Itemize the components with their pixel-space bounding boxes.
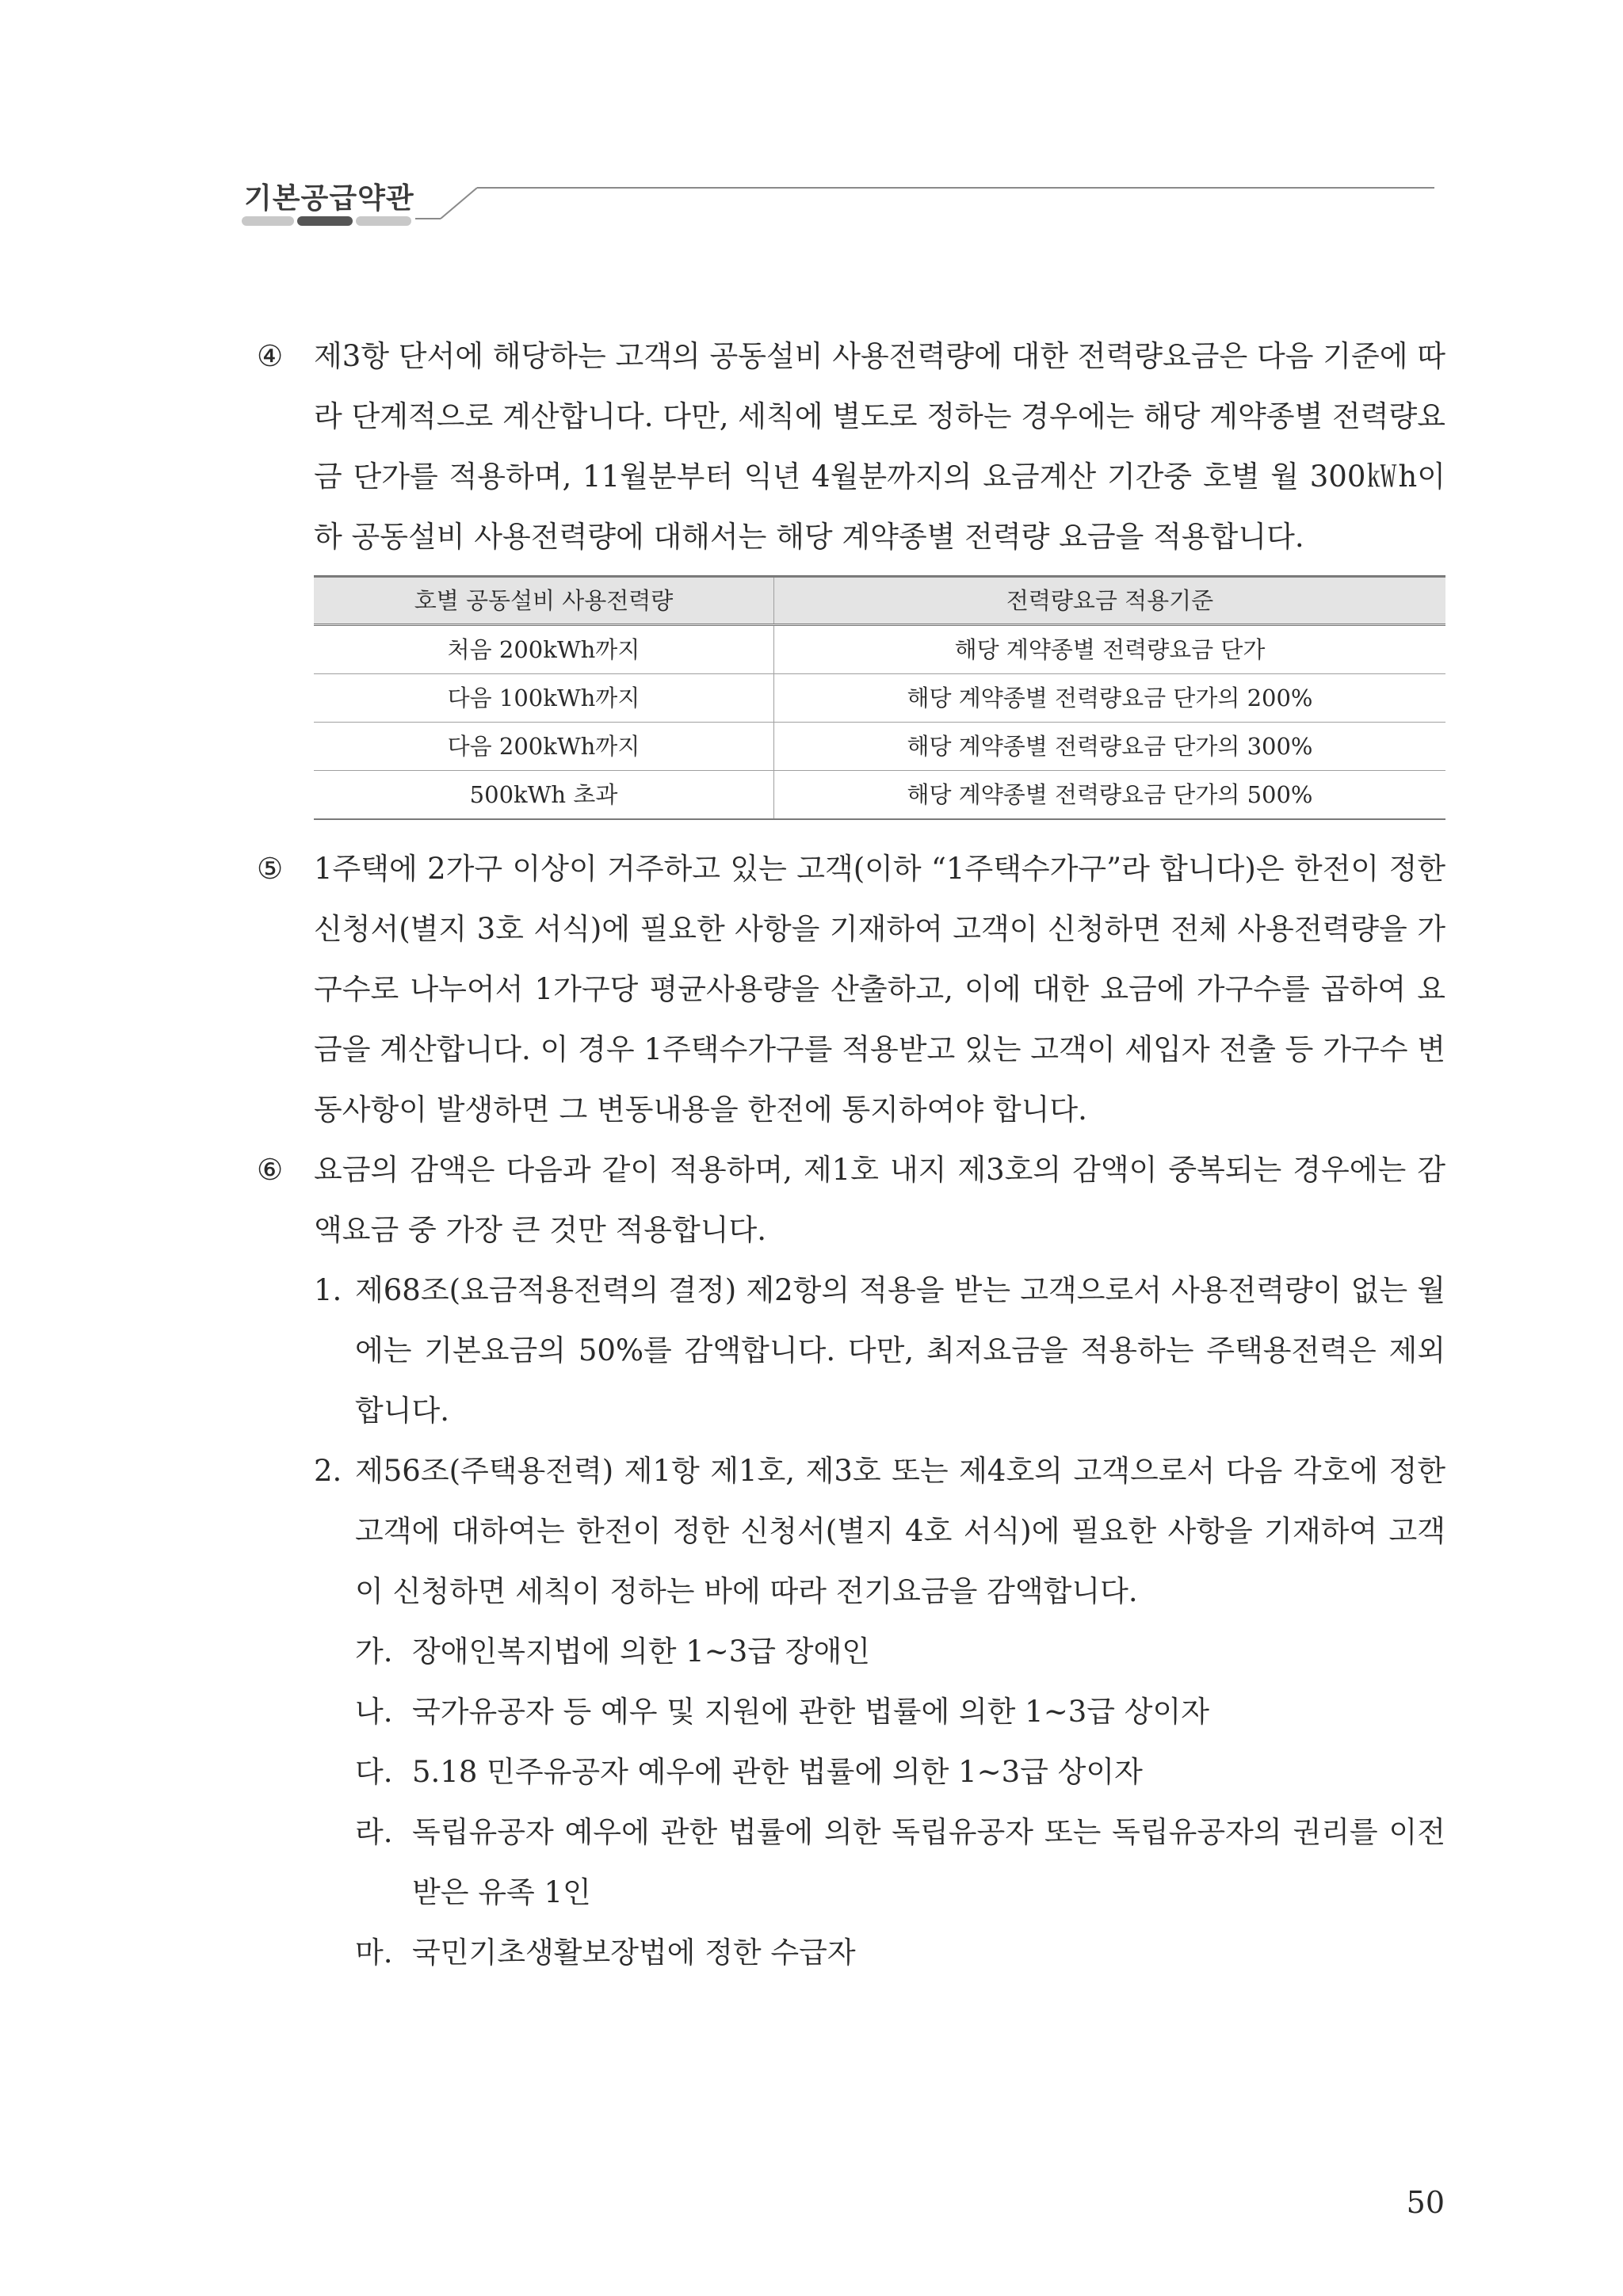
document-body — [257, 326, 1445, 1983]
list-item-na — [257, 1682, 1445, 1742]
list-marker: 라. — [355, 1815, 393, 1849]
paragraph-6 — [257, 1140, 1445, 1261]
list-item-text: 제68조(요금적용전력의 결정) 제2항의 적용을 받는 고객으로서 사용전력량이 없는 월에는 기본요금의 50%를 감액합니다. 다만, 최저요금을 적용하는 주택용전력은 제외합니다. — [355, 1273, 1445, 1428]
table-cell-rate: 해당 계약종별 전력량요금 단가의 200% — [774, 674, 1446, 723]
list-item-ma — [257, 1923, 1445, 1983]
paragraph-5 — [257, 839, 1445, 1140]
page-header — [0, 0, 1623, 238]
table-cell-usage: 처음 200kWh까지 — [314, 625, 774, 674]
paragraph-text: 제3항 단서에 해당하는 고객의 공동설비 사용전력량에 대한 전력량요금은 다음 기준에 따라 단계적으로 계산합니다. 다만, 세칙에 별도로 정하는 경우에는 해당 계약종별 전력량요금 단가를 적용하며, 11월분부터 익년 4월분까지의 요금계산 기간중 호별 월 300㎾h이하 공동설비 사용전력량에 대해서는 해당 계약종별 전력량 요금을 적용합니다. — [314, 339, 1445, 554]
paragraph-marker: ⑥ — [257, 1153, 284, 1187]
list-marker: 가. — [355, 1634, 393, 1669]
list-item-text: 국민기초생활보장법에 정한 수급자 — [412, 1936, 856, 1970]
list-item-text: 장애인복지법에 의한 1~3급 장애인 — [412, 1634, 871, 1669]
rate-table — [314, 575, 1445, 820]
list-item-text: 5.18 민주유공자 예우에 관한 법률에 의한 1~3급 상이자 — [412, 1755, 1143, 1789]
list-item-1 — [257, 1261, 1445, 1441]
paragraph-4 — [257, 326, 1445, 567]
table-row — [314, 723, 1445, 771]
table-header-rate: 전력량요금 적용기준 — [774, 577, 1446, 625]
paragraph-marker: ⑤ — [257, 852, 284, 886]
list-item-da — [257, 1742, 1445, 1802]
list-marker: 2. — [314, 1454, 342, 1488]
table-cell-usage: 다음 100kWh까지 — [314, 674, 774, 723]
list-item-text: 국가유공자 등 예우 및 지원에 관한 법률에 의한 1~3급 상이자 — [412, 1695, 1209, 1729]
header-title: 기본공급약관 — [244, 182, 414, 215]
list-item-text: 제56조(주택용전력) 제1항 제1호, 제3호 또는 제4호의 고객으로서 다음 각호에 정한 고객에 대하여는 한전이 정한 신청서(별지 4호 서식)에 필요한 사항을 기재하여 고객이 신청하면 세칙이 정하는 바에 따라 전기요금을 감액합니다. — [355, 1454, 1445, 1608]
list-item-2 — [257, 1441, 1445, 1622]
list-item-text: 독립유공자 예우에 관한 법률에 의한 독립유공자 또는 독립유공자의 권리를 이전받은 유족 1인 — [412, 1815, 1445, 1909]
table-row — [314, 771, 1445, 820]
list-item-ra — [257, 1802, 1445, 1923]
list-marker: 1. — [314, 1273, 342, 1307]
list-marker: 마. — [355, 1936, 393, 1970]
table-row — [314, 625, 1445, 674]
table-cell-usage: 500kWh 초과 — [314, 771, 774, 820]
list-marker: 다. — [355, 1755, 393, 1789]
table-cell-rate: 해당 계약종별 전력량요금 단가의 500% — [774, 771, 1446, 820]
paragraph-text: 요금의 감액은 다음과 같이 적용하며, 제1호 내지 제3호의 감액이 중복되는 경우에는 감액요금 중 가장 큰 것만 적용합니다. — [314, 1153, 1445, 1247]
list-marker: 나. — [355, 1695, 393, 1729]
paragraph-marker: ④ — [257, 339, 284, 373]
table-header-row — [314, 577, 1445, 625]
table-cell-usage: 다음 200kWh까지 — [314, 723, 774, 771]
table-cell-rate: 해당 계약종별 전력량요금 단가 — [774, 625, 1446, 674]
table-cell-rate: 해당 계약종별 전력량요금 단가의 300% — [774, 723, 1446, 771]
paragraph-text: 1주택에 2가구 이상이 거주하고 있는 고객(이하 “1주택수가구”라 합니다)은 한전이 정한 신청서(별지 3호 서식)에 필요한 사항을 기재하여 고객이 신청하면 전체 사용전력량을 가구수로 나누어서 1가구당 평균사용량을 산출하고, 이에 대한 요금에 가구수를 곱하여 요금을 계산합니다. 이 경우 1주택수가구를 적용받고 있는 고객이 세입자 전출 등 가구수 변동사항이 발생하면 그 변동내용을 한전에 통지하여야 합니다. — [314, 852, 1445, 1127]
table-header-usage: 호별 공동설비 사용전력량 — [314, 577, 774, 625]
list-item-ga — [257, 1622, 1445, 1682]
page-number: 50 — [1406, 2185, 1445, 2220]
table-row — [314, 674, 1445, 723]
